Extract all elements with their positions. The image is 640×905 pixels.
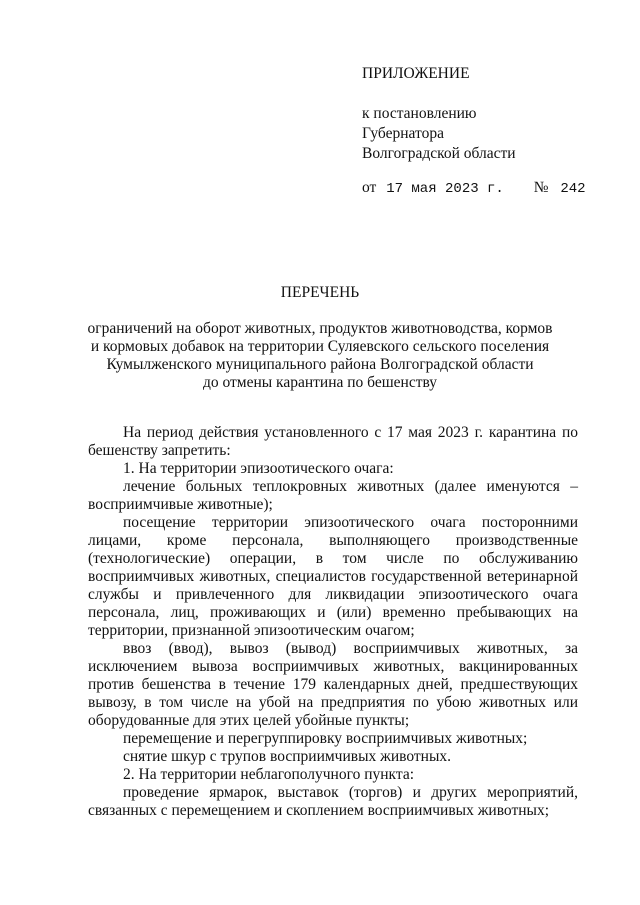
subtitle-line: Кумылженского муниципального района Волгоградской области bbox=[106, 356, 534, 373]
date-prefix: от bbox=[362, 179, 377, 196]
body-paragraph: посещение территории эпизоотического очага посторонними лицами, кроме персонала, выполняющего производственные (технологические) операции, в том числе по обслуживанию восприимчивых животных, специалистов государственной ветеринарной службы и привлеченного для ликвидации эпизоотического очага персонала, лиц, проживающих и (или) временно пребывающих на территории, признанной эпизоотическим очагом; bbox=[88, 514, 578, 639]
document-body bbox=[88, 424, 578, 820]
approval-block bbox=[362, 64, 586, 199]
body-paragraph: ввоз (ввод), вывоз (вывод) восприимчивых животных, за исключением вывоза восприимчивых животных, вакцинированных против бешенства в течение 179 календарных дней, предшествующих вывозу, в том числе на убой на предприятия по убою животных или оборудованные для этих целей убойные пункты; bbox=[88, 640, 578, 729]
subtitle-line: до отмены карантина по бешенству bbox=[202, 374, 438, 391]
decree-number: 242 bbox=[560, 181, 586, 197]
body-paragraph: 2. На территории неблагополучного пункта: bbox=[123, 766, 415, 783]
appendix-title: ПРИЛОЖЕНИЕ bbox=[362, 65, 470, 82]
date-number-row bbox=[362, 178, 586, 199]
decree-date: 17 мая 2023 г. bbox=[386, 181, 504, 197]
subtitle-line: ограничений на оборот животных, продуктов животноводства, кормов bbox=[87, 320, 553, 337]
subtitle-line: и кормовых добавок на территории Суляевского сельского поселения bbox=[90, 338, 550, 355]
number-sign: № bbox=[533, 179, 549, 196]
document-subtitle bbox=[60, 320, 580, 392]
body-paragraph: На период действия установленного с 17 мая 2023 г. карантина по бешенству запретить: bbox=[88, 424, 578, 459]
body-paragraph: 1. На территории эпизоотического очага: bbox=[123, 460, 394, 477]
body-paragraph: проведение ярмарок, выставок (торгов) и других мероприятий, связанных с перемещением и скоплением восприимчивых животных; bbox=[88, 784, 578, 819]
body-paragraph: перемещение и перегруппировку восприимчивых животных; bbox=[123, 730, 528, 747]
approval-line-1: к постановлению bbox=[362, 105, 477, 122]
body-paragraph: лечение больных теплокровных животных (далее именуются – восприимчивые животные); bbox=[88, 478, 578, 513]
document-title: ПЕРЕЧЕНЬ bbox=[280, 284, 360, 301]
body-paragraph: снятие шкур с трупов восприимчивых животных. bbox=[123, 748, 451, 765]
approval-line-3: Волгоградской области bbox=[362, 145, 516, 162]
approval-line-2: Губернатора bbox=[362, 125, 444, 142]
